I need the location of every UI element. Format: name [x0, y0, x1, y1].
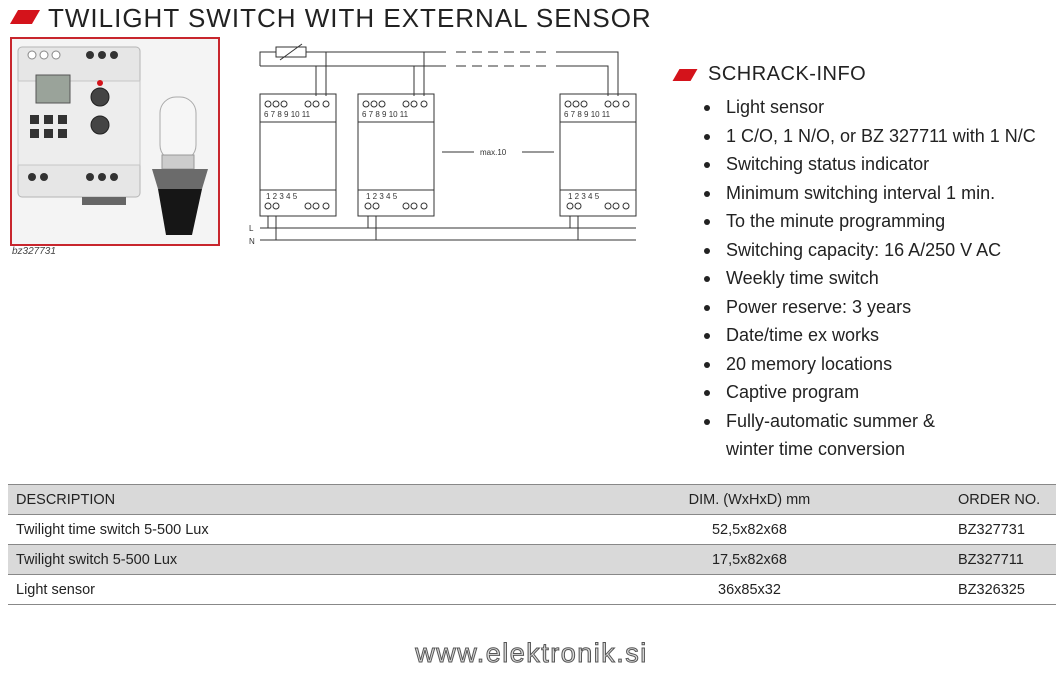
cell-dimensions: 36x85x32	[718, 581, 781, 598]
product-photo	[10, 37, 220, 246]
wiring-diagram	[246, 40, 656, 252]
feature-item: Power reserve: 3 years	[703, 293, 1036, 322]
feature-item: Weekly time switch	[703, 264, 1036, 293]
cell-order-no: BZ327731	[958, 521, 1025, 538]
feature-item: Light sensor	[703, 93, 1036, 122]
feature-item: Minimum switching interval 1 min.	[703, 179, 1036, 208]
page-title: TWILIGHT SWITCH WITH EXTERNAL SENSOR	[48, 3, 652, 33]
column-header-order-no: ORDER NO.	[958, 491, 1041, 508]
column-header-dimensions: DIM. (WxHxD) mm	[688, 491, 811, 508]
cell-description: Twilight time switch 5-500 Lux	[16, 521, 209, 538]
terminal-labels-bottom: 1 2 3 4 5	[266, 192, 298, 201]
terminal-labels-top: 6 7 8 9 10 11	[264, 110, 311, 119]
cell-order-no: BZ327711	[958, 551, 1024, 568]
cell-dimensions: 52,5x82x68	[711, 521, 787, 538]
terminal-labels-bottom: 1 2 3 4 5	[568, 192, 600, 201]
cell-description: Light sensor	[16, 581, 95, 598]
terminal-labels-top: 6 7 8 9 10 11	[564, 110, 611, 119]
watermark: www.elektronik.si	[415, 638, 648, 668]
feature-list	[703, 93, 1036, 464]
feature-item: Fully-automatic summer &	[703, 407, 1036, 436]
spec-table	[8, 484, 1056, 605]
cell-description: Twilight switch 5-500 Lux	[16, 551, 178, 568]
feature-item-continuation: winter time conversion	[726, 439, 906, 459]
feature-item: Captive program	[703, 378, 1036, 407]
table-header-row	[8, 485, 1056, 515]
max-distance-label: max.10	[480, 148, 507, 157]
photo-caption: bz327731	[12, 246, 56, 257]
feature-item: Switching status indicator	[703, 150, 1036, 179]
info-title: SCHRACK-INFO	[708, 63, 867, 85]
feature-item: To the minute programming	[703, 207, 1036, 236]
feature-item: 20 memory locations	[703, 350, 1036, 379]
cell-order-no: BZ326325	[958, 581, 1025, 598]
feature-item: 1 C/O, 1 N/O, or BZ 327711 with 1 N/C	[703, 122, 1036, 151]
table-row	[8, 575, 1056, 605]
column-header-description: DESCRIPTION	[16, 491, 116, 508]
info-accent-mark	[673, 69, 698, 81]
terminal-labels-bottom: 1 2 3 4 5	[366, 192, 398, 201]
terminal-labels-top: 6 7 8 9 10 11	[362, 110, 409, 119]
header-accent-mark	[10, 10, 40, 24]
cell-dimensions: 17,5x82x68	[711, 551, 787, 568]
line-N-label: N	[249, 237, 255, 246]
feature-item: Date/time ex works	[703, 321, 1036, 350]
table-row	[8, 515, 1056, 545]
table-row	[8, 545, 1056, 575]
line-L-label: L	[249, 224, 254, 233]
feature-item: Switching capacity: 16 A/250 V AC	[703, 236, 1036, 265]
